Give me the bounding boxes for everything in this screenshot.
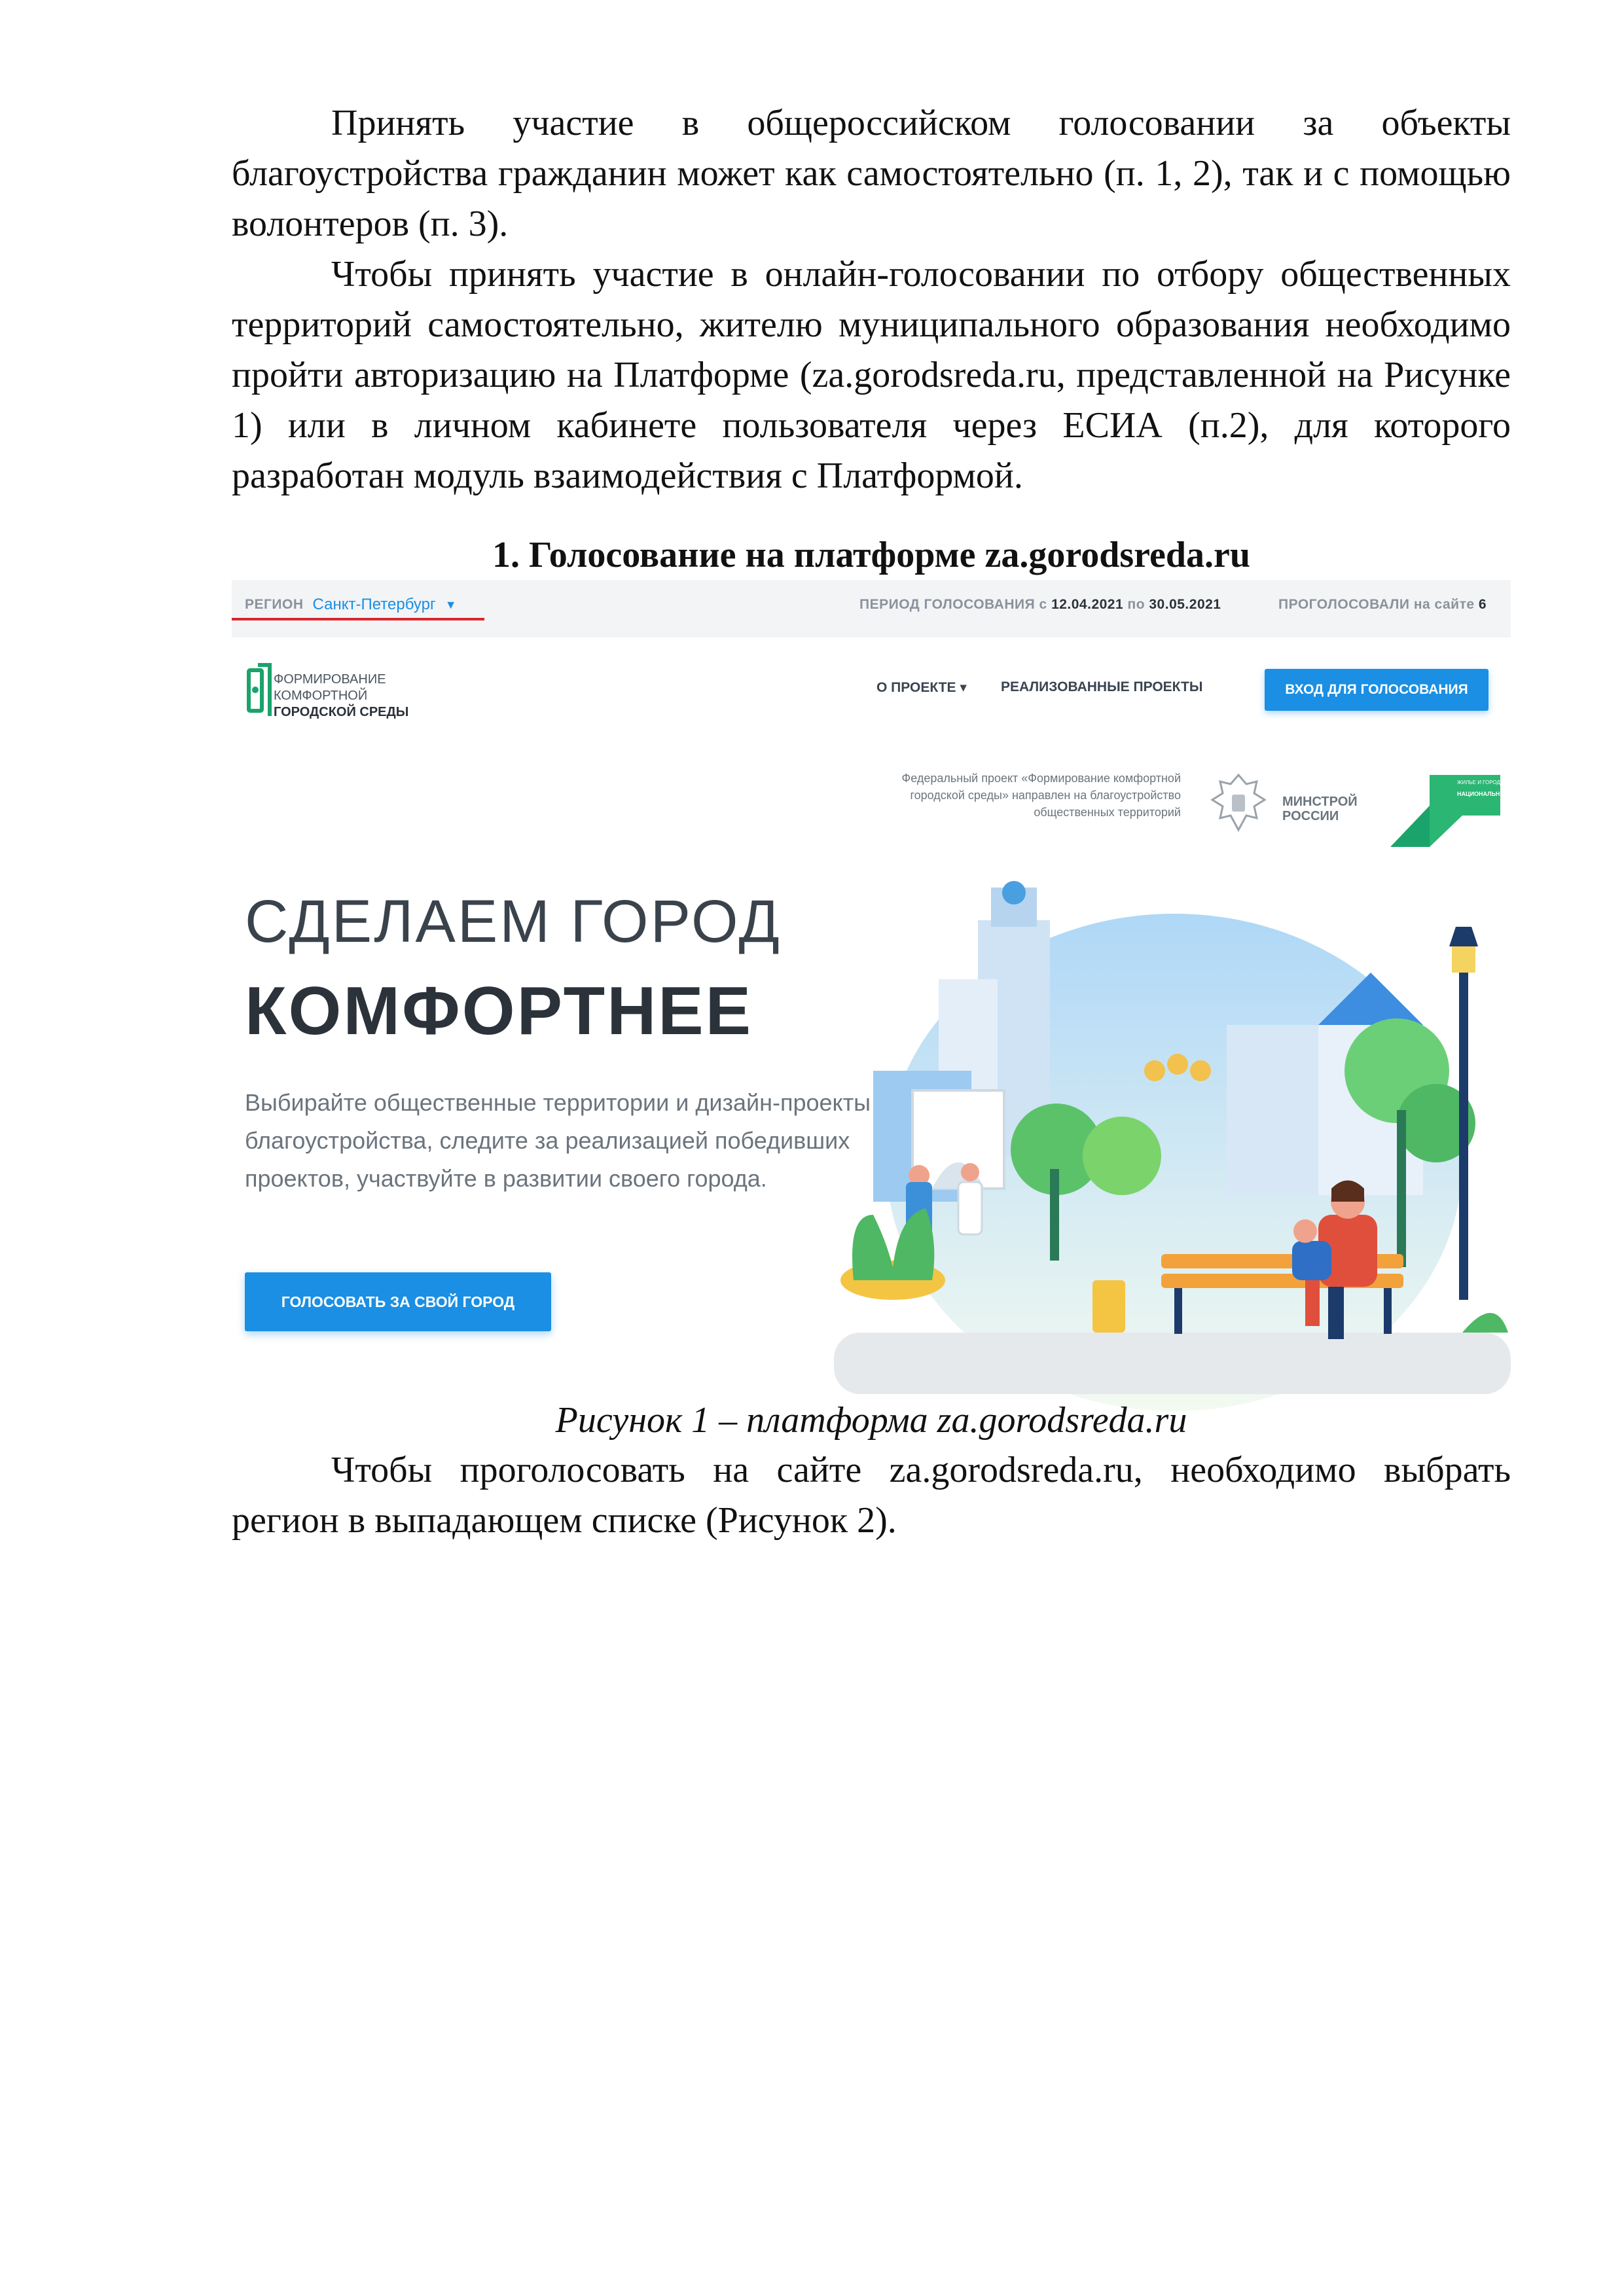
period-label: ПЕРИОД ГОЛОСОВАНИЯ [859,597,1036,612]
figure-screenshot [232,580,1568,1394]
voted-suffix: на сайте [1413,597,1475,612]
np-line-2: НАЦИОНАЛЬНЫЕ ПРОЕКТЫ РОССИИ [1457,791,1568,797]
instructions-paragraph: Чтобы принять участие в онлайн-голосовании по отбору общественных территорий самостоятельно, жителю муниципального образования необходимо пройти авторизацию на Платформе (za.gorodsreda.ru, представленной на Рисунке 1) или в личном кабинете пользователя через ЕСИА (п.2), для которого разработан модуль взаимодействия с Платформой. [232,254,1511,496]
minstroy-line-1: МИНСТРОЙ [1282,795,1358,809]
intro-paragraph: Принять участие в общероссийском голосовании за объекты благоустройства гражданин может как самостоятельно (п. 1, 2), так и с помощью волонтеров (п. 3). [232,103,1511,244]
site-topbar [232,580,1511,637]
voting-period [859,597,1221,613]
voted-label: ПРОГОЛОСОВАЛИ [1278,597,1410,612]
chevron-down-icon[interactable]: ▼ [444,598,458,611]
hero-title-line-1: СДЕЛАЕМ ГОРОД [245,888,782,955]
hero-description: Выбирайте общественные территории и дизайн-проекты благоустройства, следите за реализацией победивших проектов, участвуйте в развитии своего города. [245,1089,871,1192]
period-to: 30.05.2021 [1149,597,1221,612]
period-from: 12.04.2021 [1051,597,1124,612]
region-selector[interactable] [245,596,457,614]
minstroy-logo [1282,795,1358,823]
fed-text-line-1: Федеральный проект «Формирование комфортной [901,772,1181,785]
region-label: РЕГИОН [245,597,304,612]
national-projects-logo [1384,770,1568,848]
fed-text-line-2: городской среды» направлен на благоустройство [910,789,1181,802]
region-value[interactable]: Санкт-Петербург [312,596,436,613]
logo-line-3: ГОРОДСКОЙ СРЕДЫ [274,705,409,719]
emblem-icon [1206,770,1271,835]
closing-paragraph: Чтобы проголосовать на сайте za.gorodsreda.ru, необходимо выбрать регион в выпадающем списке (Рисунок 2). [232,1450,1511,1541]
region-highlight-underline [232,618,484,620]
nav-about[interactable]: О ПРОЕКТЕ ▾ [876,680,967,695]
figure-caption: Рисунок 1 – платформа za.gorodsreda.ru [555,1400,1187,1441]
nav-projects[interactable]: РЕАЛИЗОВАННЫЕ ПРОЕКТЫ [1001,679,1203,694]
period-from-word: с [1039,597,1047,612]
period-to-word: по [1127,597,1146,612]
hero-title-line-2: КОМФОРТНЕЕ [245,973,753,1049]
minstroy-line-2: РОССИИ [1282,809,1339,823]
vote-for-city-button[interactable]: ГОЛОСОВАТЬ ЗА СВОЙ ГОРОД [245,1272,551,1331]
np-line-1: ЖИЛЬЕ И ГОРОДСКАЯ СРЕДА [1457,780,1534,785]
login-to-vote-button[interactable]: ВХОД ДЛЯ ГОЛОСОВАНИЯ [1265,669,1489,711]
city-park-illustration [834,874,1511,1394]
logo-line-1: ФОРМИРОВАНИЕ [274,672,386,687]
logo-text[interactable] [274,672,408,721]
logo-line-2: КОМФОРТНОЙ [274,689,368,703]
section-heading: 1. Голосование на платформе za.gorodsreda.ru [492,535,1250,575]
voted-count: 6 [1478,597,1487,612]
fed-text-line-3: общественных территорий [1034,806,1181,819]
federal-project-text [808,770,1181,821]
voted-counter [1278,597,1487,613]
